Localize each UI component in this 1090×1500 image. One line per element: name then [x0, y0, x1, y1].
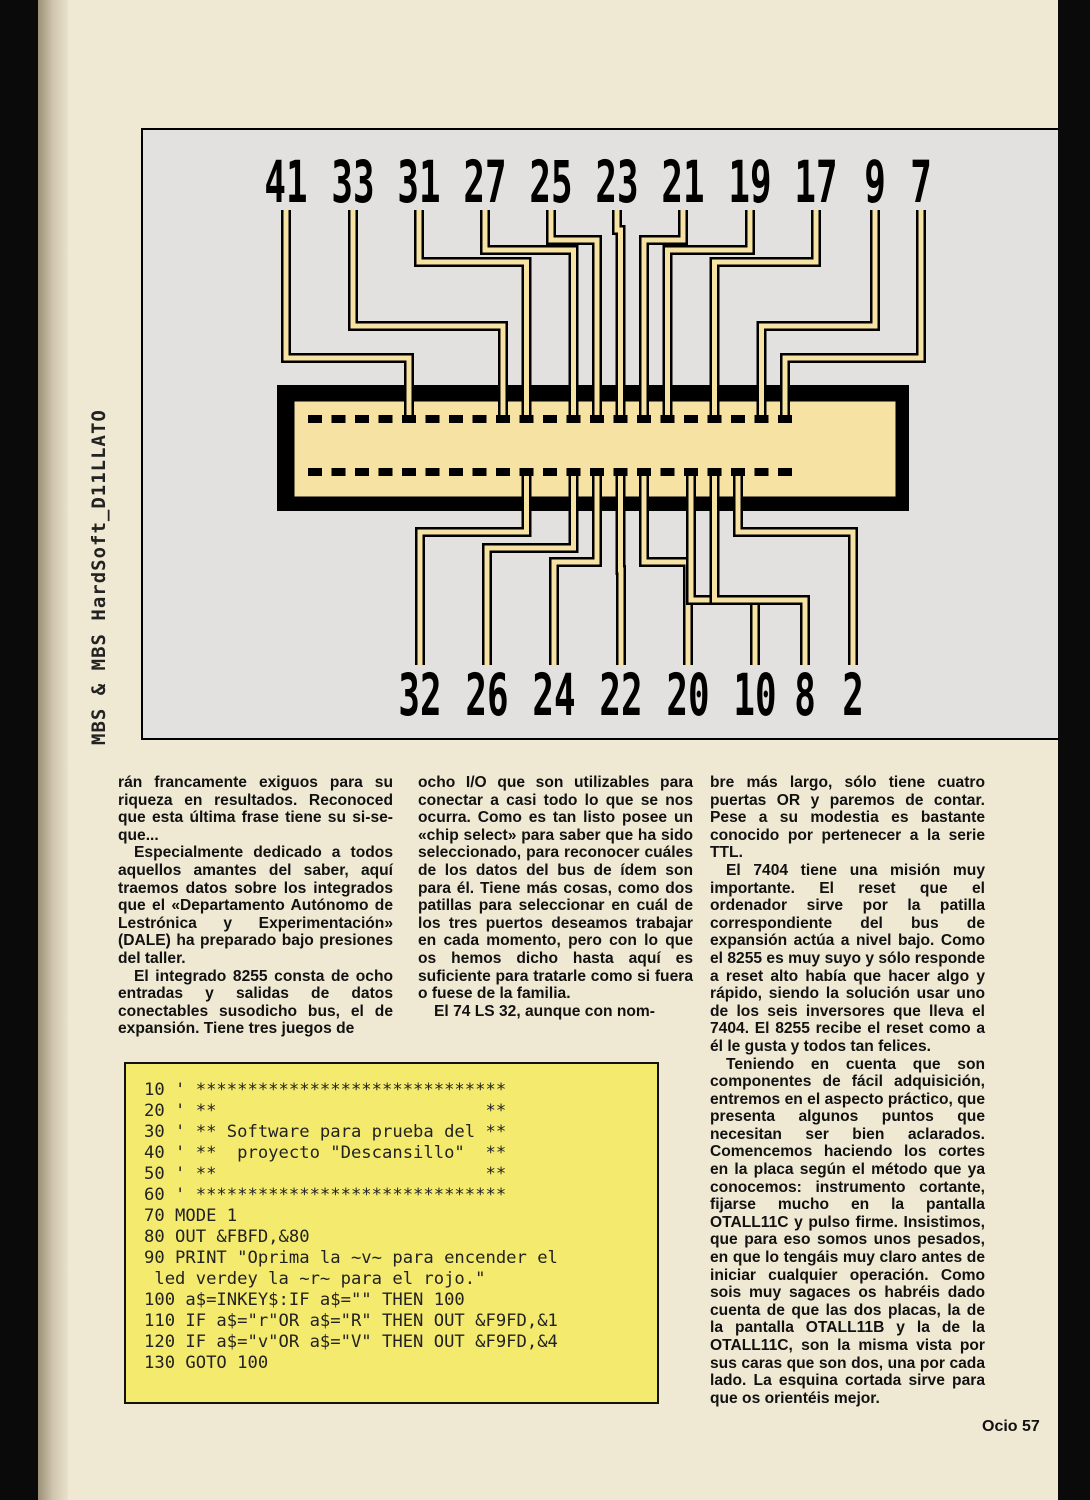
chip-pad-top [496, 415, 510, 423]
chip-pad-top [755, 415, 769, 423]
top-pin-trace [286, 210, 409, 415]
chip-pad-top [708, 415, 722, 423]
chip-pad-top [731, 415, 745, 423]
bottom-pin-label: 20 [666, 663, 710, 730]
chip-pad-top [567, 415, 581, 423]
top-pin-trace [419, 210, 527, 415]
chip-pad-bottom [473, 468, 487, 476]
chip-pad-bottom [426, 468, 440, 476]
text-column-1 [118, 774, 393, 1038]
code-line: 70 MODE 1 [144, 1206, 238, 1226]
top-pin-label: 23 [595, 150, 639, 217]
chip-pad-bottom [402, 468, 416, 476]
code-line: 20 ' ** ** [144, 1101, 507, 1121]
top-pin-label: 9 [864, 150, 886, 217]
chip-pad-top [637, 415, 651, 423]
top-pin-label: 21 [661, 150, 705, 217]
chip-pad-top [543, 415, 557, 423]
chip-pad-bottom [449, 468, 463, 476]
chip-pad-bottom [379, 468, 393, 476]
bottom-pin-label: 10 [733, 663, 777, 730]
code-line: 10 ' ****************************** [144, 1080, 507, 1100]
chip-pad-bottom [308, 468, 322, 476]
chip-pad-bottom [590, 468, 604, 476]
code-line: 40 ' ** proyecto "Descansillo" ** [144, 1143, 507, 1163]
chip-pad-top [308, 415, 322, 423]
bottom-pin-trace [621, 476, 622, 665]
text-column-2 [418, 774, 693, 1020]
code-line: 110 IF a$="r"OR a$="R" THEN OUT &F9FD,&1 [144, 1311, 558, 1331]
chip-pad-bottom [778, 468, 792, 476]
top-pin-label: 33 [331, 150, 375, 217]
top-pin-trace-outline [419, 210, 527, 415]
paragraph: El 7404 tiene una misión muy importante. El reset que el ordenador sirve por la patilla correspondiente del bus de expansión actúa a nivel bajo. Como el 8255 es muy suyo y sólo responde a reset alto había que hacer algo y rápido, siendo la solución usar uno de los seis inversores que lleva el 7404. El 8255 recibe el reset como a él le gusta y todos tan felices. [710, 861, 985, 1055]
code-line: 50 ' ** ** [144, 1164, 507, 1184]
chip-pad-top [661, 415, 675, 423]
chip-pad-bottom [567, 468, 581, 476]
chip-pad-top [379, 415, 393, 423]
bottom-pin-label: 8 [794, 663, 816, 730]
magazine-page [38, 0, 1058, 1500]
page-fold-shadow [38, 0, 68, 1500]
bottom-pin-label: 2 [842, 663, 864, 730]
chip-pad-bottom [637, 468, 651, 476]
chip-pad-bottom [496, 468, 510, 476]
chip-pad-top [426, 415, 440, 423]
bottom-pin-label: 26 [465, 663, 509, 730]
chip-pad-bottom [614, 468, 628, 476]
code-line: 130 GOTO 100 [144, 1353, 269, 1373]
top-pin-label: 7 [910, 150, 932, 217]
top-pin-label: 27 [463, 150, 507, 217]
chip-pad-top [778, 415, 792, 423]
chip-pad-bottom [332, 468, 346, 476]
chip-pad-bottom [708, 468, 722, 476]
chip-pad-top [449, 415, 463, 423]
bottom-pin-label: 24 [532, 663, 576, 730]
sidebar-credit: MBS & MBS HardSoft_D11LLATO [88, 409, 110, 745]
top-pin-trace-outline [785, 210, 921, 415]
code-line: led verdey la ~r~ para el rojo." [144, 1269, 486, 1289]
chip-pad-top [614, 415, 628, 423]
chip-pad-top [332, 415, 346, 423]
code-line: 80 OUT &FBFD,&80 [144, 1227, 310, 1247]
chip-pad-top [402, 415, 416, 423]
bottom-pin-label: 32 [398, 663, 442, 730]
top-pin-label: 31 [397, 150, 441, 217]
page-folio: Ocio 57 [982, 1418, 1040, 1435]
chip-pinout-svg [143, 130, 1058, 738]
bottom-pin-label: 22 [599, 663, 643, 730]
paragraph: ocho I/O que son utilizables para conectar a casi todo lo que se nos ocurra. Como es tan listo posee un «chip select» para saber que ha sido seleccionado, para reconocer cuáles de los datos del bus de ídem son para él. Tiene más cosas, como dos patillas para seleccionar en cuál de los tres puertos deseamos trabajar en cada momento, pero con lo que os hemos dicho hasta aquí es suficiente para tratarle como si fuera o fuese de la familia. [418, 774, 693, 1003]
paragraph: El integrado 8255 consta de ocho entradas y salidas de datos conectables susodicho bus, el de expansión. Tiene tres juegos de [118, 967, 393, 1038]
chip-pad-top [590, 415, 604, 423]
top-pin-trace [785, 210, 921, 415]
top-pin-trace-outline [286, 210, 409, 415]
chip-pad-bottom [755, 468, 769, 476]
top-pin-label: 19 [728, 150, 772, 217]
top-pin-label: 17 [794, 150, 838, 217]
chip-pad-bottom [355, 468, 369, 476]
top-pin-label: 41 [264, 150, 308, 217]
chip-pad-top [684, 415, 698, 423]
text-column-3 [710, 774, 985, 1407]
chip-pad-bottom [731, 468, 745, 476]
chip-pad-bottom [661, 468, 675, 476]
chip-pad-top [355, 415, 369, 423]
chip-pad-bottom [684, 468, 698, 476]
code-line: 90 PRINT "Oprima la ~v~ para encender el [144, 1248, 558, 1268]
code-line: 30 ' ** Software para prueba del ** [144, 1122, 507, 1142]
paragraph: El 74 LS 32, aunque con nom- [434, 1002, 655, 1020]
chip-pad-top [473, 415, 487, 423]
top-pin-label: 25 [529, 150, 573, 217]
basic-program-listing [124, 1062, 659, 1404]
chip-pinout-diagram [141, 128, 1058, 740]
code-line: 100 a$=INKEY$:IF a$="" THEN 100 [144, 1290, 465, 1310]
paragraph: bre más largo, sólo tiene cuatro puertas OR y paremos de contar. Pese a su modestia es bastante conocido por pertenecer a la serie TTL. [710, 774, 985, 862]
chip-pad-bottom [520, 468, 534, 476]
code-line: 60 ' ****************************** [144, 1185, 507, 1205]
paragraph: Teniendo en cuenta que son componentes de fácil adquisición, entremos en el aspecto práctico, que presenta algunos puntos que necesitan ser bien aclarados. Comencemos haciendo los cortes en la placa según el método que ya conocemos: instrumento cortante, fijarse mucho en la pantalla OTALL11C y pulso firme. Insistimos, que para eso somos unos pesados, en que lo tengáis muy claro antes de iniciar cualquier operación. Como sois muy sagaces os habréis dado cuenta de que las dos placas, la de la pantalla OTALL11B y la de la OTALL11C, son la misma vista por sus caras que son dos, una por cada lado. La esquina cortada sirve para que os orientéis mejor. [710, 1055, 985, 1407]
paragraph: rán francamente exiguos para su riqueza en resultados. Reconoced que esta última frase tiene su si-se-que... [118, 774, 393, 844]
chip-pad-top [520, 415, 534, 423]
code-line: 120 IF a$="v"OR a$="V" THEN OUT &F9FD,&4 [144, 1332, 558, 1352]
paragraph: Especialmente dedicado a todos aquellos amantes del saber, aquí traemos datos sobre los integrados que el «Departamento Autónomo de Lestrónica y Experimentación» (DALE) ha preparado bajo presiones del taller. [118, 844, 393, 967]
chip-pad-bottom [543, 468, 557, 476]
